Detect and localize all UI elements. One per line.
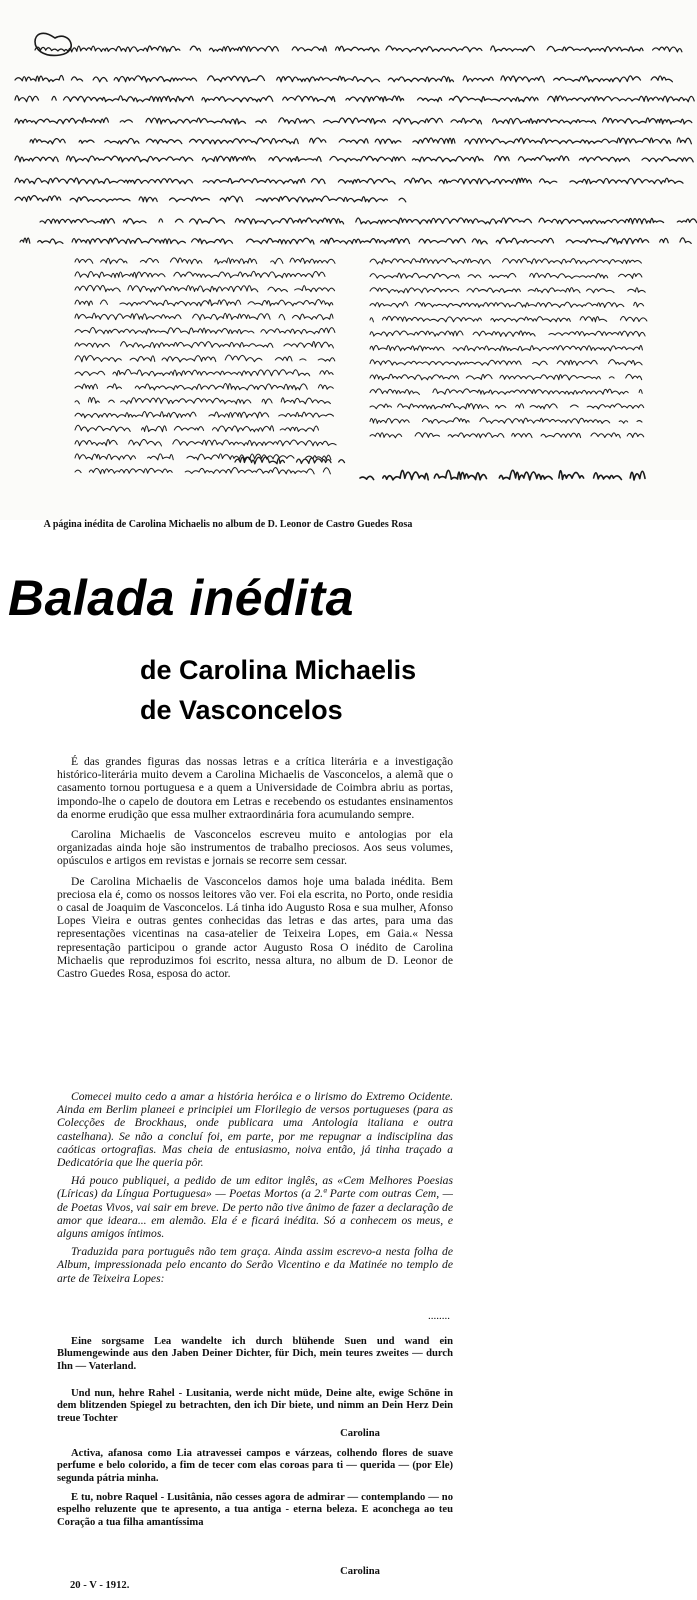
date-line: 20 - V - 1912. [70, 1580, 130, 1591]
handwriting-stroke [360, 470, 656, 480]
handwriting-stroke [75, 271, 336, 278]
handwriting-stroke [370, 258, 641, 264]
handwriting-stroke [235, 457, 345, 464]
handwriting-stroke [370, 403, 644, 409]
handwriting-stroke [15, 196, 406, 202]
handwriting-stroke [370, 418, 642, 424]
letter-transcription [57, 1090, 453, 1290]
body-paragraph: É das grandes figuras das nossas letras e a crítica literária e a investigação histórico-literária muito devem a Carolina Michaelis de Vasconcelos, a alemã que o casamento tornou portuguesa e a quem a Universidade de Coimbra abriu as portas, impondo-lhe o capelo de doutora em Letras e recebendo os estudantes ensinamentos da enorme erudição que essa mulher extraordinária fora acumulando sempre. [57, 755, 453, 821]
handwriting-stroke [370, 316, 647, 322]
handwriting-stroke [370, 302, 644, 308]
handwriting-stroke [370, 433, 644, 438]
image-caption: A página inédita de Carolina Michaelis no album de D. Leonor de Castro Guedes Rosa [43, 519, 413, 530]
handwriting-stroke [370, 331, 645, 337]
letter-paragraph: Traduzida para português não tem graça. Ainda assim escrevo-a nesta folha de Album, impressionada pelo encanto do Serão Vicentino e da Matinée no templo de arte de Teixeira Lopes: [57, 1245, 453, 1285]
handwriting-stroke [15, 76, 684, 83]
body-paragraph: De Carolina Michaelis de Vasconcelos damos hoje uma balada inédita. Bem preciosa ela é, como os nossos leitores vão ver. Foi ela escrita, no Porto, onde residia o casal de Joaquim de Vasconcelos. Lá tinha ido Augusto Rosa e sua mulher, Afonso Lopes Vieira e outras gentes conhecidas das letras e das artes, para uma das representações vicentinas na casa-atelier de Teixeira Lopes, em Gaia.« Nessa representação participou o grande actor Augusto Rosa O inédito de Carolina Michaelis que reproduzimos foi escrito, nessa altura, no album de D. Leonor de Castro Guedes Rosa, esposa do actor. [57, 874, 453, 981]
handwriting-stroke [75, 355, 335, 362]
handwriting-stroke [75, 439, 336, 446]
letter-paragraph: Comecei muito cedo a amar a história heróica e o lirismo do Extremo Ocidente. Ainda em Berlim planeei e principiei um Florilegio de versos portugueses (para as Colecções de Brockhaus, onde publicara uma Antologia italiana e outra castelhana). Se não a concluí foi, em parte, por me repugnar a indisciplina das caóticas ortografias. Mas cheia de entusiasmo, noiva então, já tinha traçado a Dedicatória que lhe queria pôr. [57, 1090, 453, 1170]
body-paragraph: Carolina Michaelis de Vasconcelos escreveu muito e antologias por ela organizadas ainda hoje são instrumentos de trabalho preciosos. Aos seus volumes, opúsculos e artigos em revistas e jornais se recorre sem cessar. [57, 828, 453, 868]
handwriting-stroke [75, 383, 340, 390]
portuguese-stanza-1 [57, 1448, 453, 1485]
handwriting-stroke [15, 178, 683, 184]
handwriting-flourish [35, 33, 71, 55]
subtitle-line-2: de Vasconcelos [140, 695, 343, 725]
stanza-text: Und nun, hehre Rahel - Lusitania, werde nicht müde, Deine alte, ewige Schöne in dem blitzenden Spiegel zu betrachten, den ich Dir biete, und nimm an Dein Herz Dein treue Tochter [57, 1388, 453, 1424]
handwriting-stroke [15, 96, 694, 102]
handwriting-stroke [75, 454, 331, 460]
handwriting-stroke [75, 313, 333, 320]
letter-paragraph: Há pouco publiquei, a pedido de um editor inglês, as «Cem Melhores Poesias (Líricas) da Língua Portuguesa» — Poetas Mortos (a 2.ª Parte com outras Cem, — de Poetas Vivos, vai sair em breve. De perto não tive ânimo de fazer a declaração de amor que ideara... em alemão. Ela é e ficará inédita. Só a conhecem os meus, e alguns amigos íntimos. [57, 1174, 453, 1241]
handwriting-stroke [75, 258, 347, 264]
handwriting-stroke [75, 411, 334, 418]
handwriting-stroke [75, 369, 333, 376]
stanza-text: E tu, nobre Raquel - Lusitânia, não cesses agora de admirar — contemplando — no espelho reluzente que te apresento, a tua antiga - eterna beleza. E aconchega ao teu Coração a tua filha amantíssima [57, 1492, 453, 1528]
article-subtitle [140, 650, 440, 730]
german-stanza-1 [57, 1336, 453, 1373]
handwriting-stroke [75, 397, 330, 404]
stanza-text: Eine sorgsame Lea wandelte ich durch blühende Suen und wand ein Blumengewinde aus den Jaben Deiner Dichter, für Dich, mein teures zweites — durch Ihn — Vaterland. [57, 1336, 453, 1372]
handwriting-stroke [20, 238, 691, 244]
handwriting-stroke [35, 46, 682, 52]
handwriting-stroke [30, 138, 691, 144]
ellipsis-marker: ........ [428, 1310, 450, 1322]
german-stanza-2 [57, 1388, 453, 1425]
handwriting-stroke [75, 300, 333, 306]
handwriting-stroke [75, 341, 333, 348]
handwriting-stroke [40, 218, 697, 224]
handwriting-drawing [0, 0, 697, 520]
article-body [57, 755, 453, 987]
signature-german: Carolina [340, 1428, 380, 1439]
handwriting-stroke [75, 285, 335, 291]
portuguese-stanza-2 [57, 1492, 453, 1529]
handwriting-stroke [75, 328, 335, 334]
article-title: Balada inédita [8, 570, 354, 626]
handwriting-stroke [15, 118, 692, 124]
subtitle-line-1: de Carolina Michaelis [140, 655, 417, 685]
handwriting-stroke [370, 346, 642, 351]
stanza-text: Activa, afanosa como Lia atravessei campos e várzeas, colhendo flores de suave perfume e belo colorido, a fim de tecer com elas coroas para ti — querida — (por Ele) segunda pátria minha. [57, 1448, 453, 1484]
handwriting-stroke [370, 360, 642, 366]
handwriting-stroke [370, 273, 642, 278]
handwriting-stroke [15, 156, 693, 162]
handwriting-stroke [370, 374, 642, 380]
manuscript-image [0, 0, 697, 520]
signature-portuguese: Carolina [340, 1566, 380, 1577]
handwriting-stroke [370, 389, 642, 395]
handwriting-stroke [75, 468, 330, 474]
handwriting-stroke [370, 288, 645, 293]
handwriting-stroke [75, 425, 331, 432]
